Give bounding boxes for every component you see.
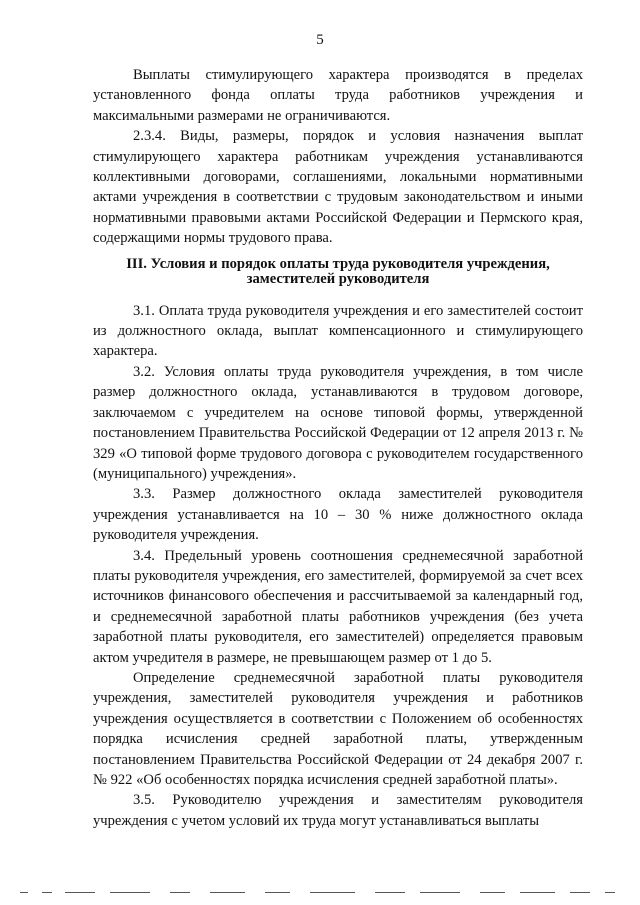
paragraph-3-4: 3.4. Предельный уровень соотношения среднемесячной заработной платы руководителя учреждения, его заместителей, формируемой за счет всех источников финансового обеспечения и рассчитываемой за календарный год, и среднемесячной заработной платы работников учреждения (без учета заработной платы руководителя, его заместителей) определяется правовым актом учредителя в размере, не превышающем размер от 1 до 5. bbox=[93, 547, 583, 666]
page-number: 5 bbox=[316, 32, 324, 48]
paragraph-3-1: 3.1. Оплата труда руководителя учреждения и его заместителей состоит из должностного оклада, выплат компенсационного и стимулирующего характера. bbox=[93, 302, 583, 360]
section-heading-line-1: III. Условия и порядок оплаты труда руководителя учреждения, bbox=[126, 255, 550, 272]
paragraph-3-5: 3.5. Руководителю учреждения и заместителям руководителя учреждения с учетом условий их труда могут устанавливаться выплаты bbox=[93, 792, 583, 829]
paragraph-3-2: 3.2. Условия оплаты труда руководителя учреждения, в том числе размер должностного оклада, устанавливаются в трудовом договоре, заключаемом с учредителем на основе типовой формы, утвержденной постановлением Правительства Российской Федерации от 12 апреля 2013 г. № 329 «О типовой форме трудового договора с руководителем государственного (муниципального) учреждения». bbox=[93, 363, 583, 482]
document-body bbox=[93, 65, 583, 831]
section-heading-iii bbox=[93, 257, 583, 287]
paragraph-average-salary: Определение среднемесячной заработной платы руководителя учреждения, заместителей руководителя учреждения и работников учреждения осуществляется в соответствии с Положением об особенностях порядка исчисления средней заработной платы, утвержденным постановлением Правительства Российской Федерации от 24 декабря 2007 г. № 922 «Об особенностях порядка исчисления средней заработной платы». bbox=[93, 669, 583, 788]
scan-artifact-line bbox=[20, 890, 620, 896]
section-heading-line-2: заместителей руководителя bbox=[246, 270, 430, 287]
paragraph-3-3: 3.3. Размер должностного оклада заместителей руководителя учреждения устанавливается на 10 – 30 % ниже должностного оклада руководителя учреждения. bbox=[93, 486, 583, 544]
paragraph-2-3-4: 2.3.4. Виды, размеры, порядок и условия назначения выплат стимулирующего характера работникам учреждения устанавливаются коллективными договорами, соглашениями, локальными нормативными актами учреждения в соответствии с трудовым законодательством и иными нормативными правовыми актами Российской Федерации и Пермского края, содержащими нормы трудового права. bbox=[93, 128, 583, 247]
paragraph-stimulus-fund: Выплаты стимулирующего характера производятся в пределах установленного фонда оплаты труда работников учреждения и максимальными размерами не ограничиваются. bbox=[93, 67, 583, 124]
